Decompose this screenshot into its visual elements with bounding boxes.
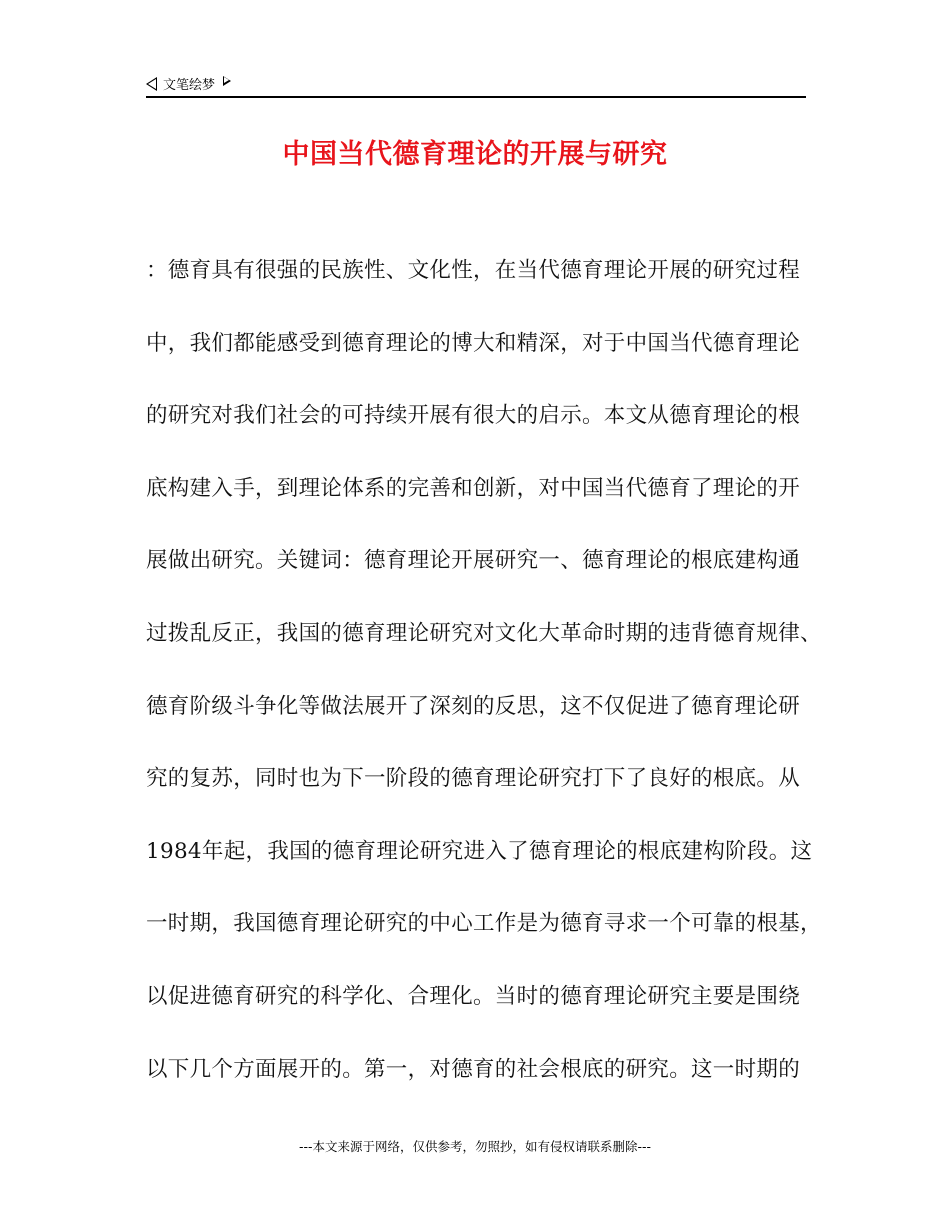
body-line: 的研究对我们社会的可持续开展有很大的启示。本文从德育理论的根 bbox=[146, 403, 801, 429]
body-line: 究的复苏，同时也为下一阶段的德育理论研究打下了良好的根底。从 bbox=[146, 766, 801, 792]
body-line: 中，我们都能感受到德育理论的博大和精深，对于中国当代德育理论 bbox=[146, 330, 801, 356]
body-line: 展做出研究。关键词：德育理论开展研究一、德育理论的根底建构通 bbox=[146, 548, 801, 574]
body-line: 底构建入手，到理论体系的完善和创新，对中国当代德育了理论的开 bbox=[146, 475, 801, 501]
triangle-right-icon bbox=[223, 76, 231, 86]
body-line: 1984年起，我国的德育理论研究进入了德育理论的根底建构阶段。这 bbox=[146, 838, 813, 864]
body-line: 以促进德育研究的科学化、合理化。当时的德育理论研究主要是围绕 bbox=[146, 983, 801, 1009]
document-body bbox=[146, 256, 822, 1127]
page-footer: ---本文来源于网络，仅供参考，勿照抄，如有侵权请联系删除--- bbox=[298, 1139, 652, 1154]
document-title: 中国当代德育理论的开展与研究 bbox=[282, 139, 668, 170]
body-line: 德育阶级斗争化等做法展开了深刻的反思，这不仅促进了德育理论研 bbox=[146, 693, 801, 719]
triangle-left-icon bbox=[146, 77, 157, 91]
body-line: 以下几个方面展开的。第一，对德育的社会根底的研究。这一时期的 bbox=[146, 1056, 801, 1082]
body-line: 一时期，我国德育理论研究的中心工作是为德育寻求一个可靠的根基， bbox=[146, 911, 822, 937]
body-line: ：德育具有很强的民族性、文化性，在当代德育理论开展的研究过程 bbox=[146, 258, 801, 283]
header-brand bbox=[146, 74, 231, 93]
body-line: 过拨乱反正，我国的德育理论研究对文化大革命时期的违背德育规律、 bbox=[146, 620, 822, 646]
page-header bbox=[146, 72, 806, 98]
header-label: 文笔绘梦 bbox=[163, 78, 216, 93]
